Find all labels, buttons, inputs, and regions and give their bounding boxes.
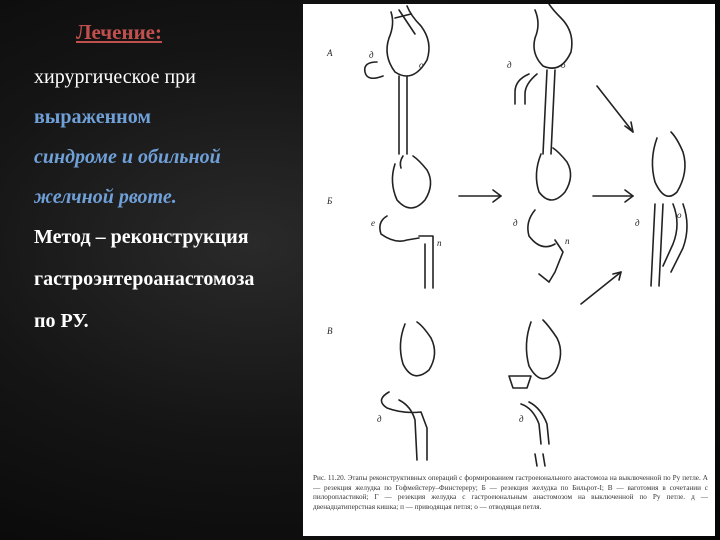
label-o-a2: о xyxy=(561,60,566,70)
label-d-a2: д xyxy=(507,60,512,70)
label-d-b3: д xyxy=(635,218,640,228)
slide-heading: Лечение: xyxy=(76,20,162,44)
surgery-diagram-figure xyxy=(303,4,715,536)
label-o-b3: о xyxy=(677,210,682,220)
text-line-4: желчной рвоте. xyxy=(34,186,177,208)
figure-caption: Рис. 11.20. Этапы реконструктивных операций с формированием гастроеюнального анастомоза на выключенной по Ру петле. А — резекция желудка по Гофмейстеру–Финстереру; Б — резекция желудка по Бильрот-I; В — ваготомия в сочетании с пилоропластикой; Г — резекция желудка с гастроеюнальным анастомозом на выключенной по Ру петле. д — двенадцатиперстная кишка; п — приводящая петля; о — отводящая петля. xyxy=(313,474,708,511)
stage-b-2-drawing xyxy=(528,148,571,282)
label-e-b1: е xyxy=(371,218,375,228)
surgery-diagram xyxy=(303,4,715,474)
text-line-5: Метод – реконструкция xyxy=(34,226,249,248)
label-p-b1: п xyxy=(437,238,442,248)
text-line-1: хирургическое при xyxy=(34,66,196,88)
row-label-b: Б xyxy=(327,196,333,206)
row-label-a: А xyxy=(327,48,333,58)
text-line-3: синдроме и обильной xyxy=(34,146,221,168)
label-d-a1: д xyxy=(369,50,374,60)
stage-b-1-drawing xyxy=(380,156,433,288)
label-d-b2: д xyxy=(513,218,518,228)
label-o-a1: о xyxy=(419,60,424,70)
label-p-b2: п xyxy=(565,236,570,246)
stage-a-1-drawing xyxy=(365,6,429,154)
stage-c-1-drawing xyxy=(381,322,434,460)
stage-c-2-drawing xyxy=(509,320,561,466)
label-d-c1: д xyxy=(377,414,382,424)
stage-a-2-drawing xyxy=(515,4,572,154)
row-label-c: В xyxy=(327,326,333,336)
stage-b-3-drawing xyxy=(651,132,687,286)
text-line-2: выраженном xyxy=(34,106,151,128)
label-d-c2: д xyxy=(519,414,524,424)
text-line-6: гастроэнтероанастомоза xyxy=(34,268,255,290)
text-line-7: по РУ. xyxy=(34,310,89,332)
